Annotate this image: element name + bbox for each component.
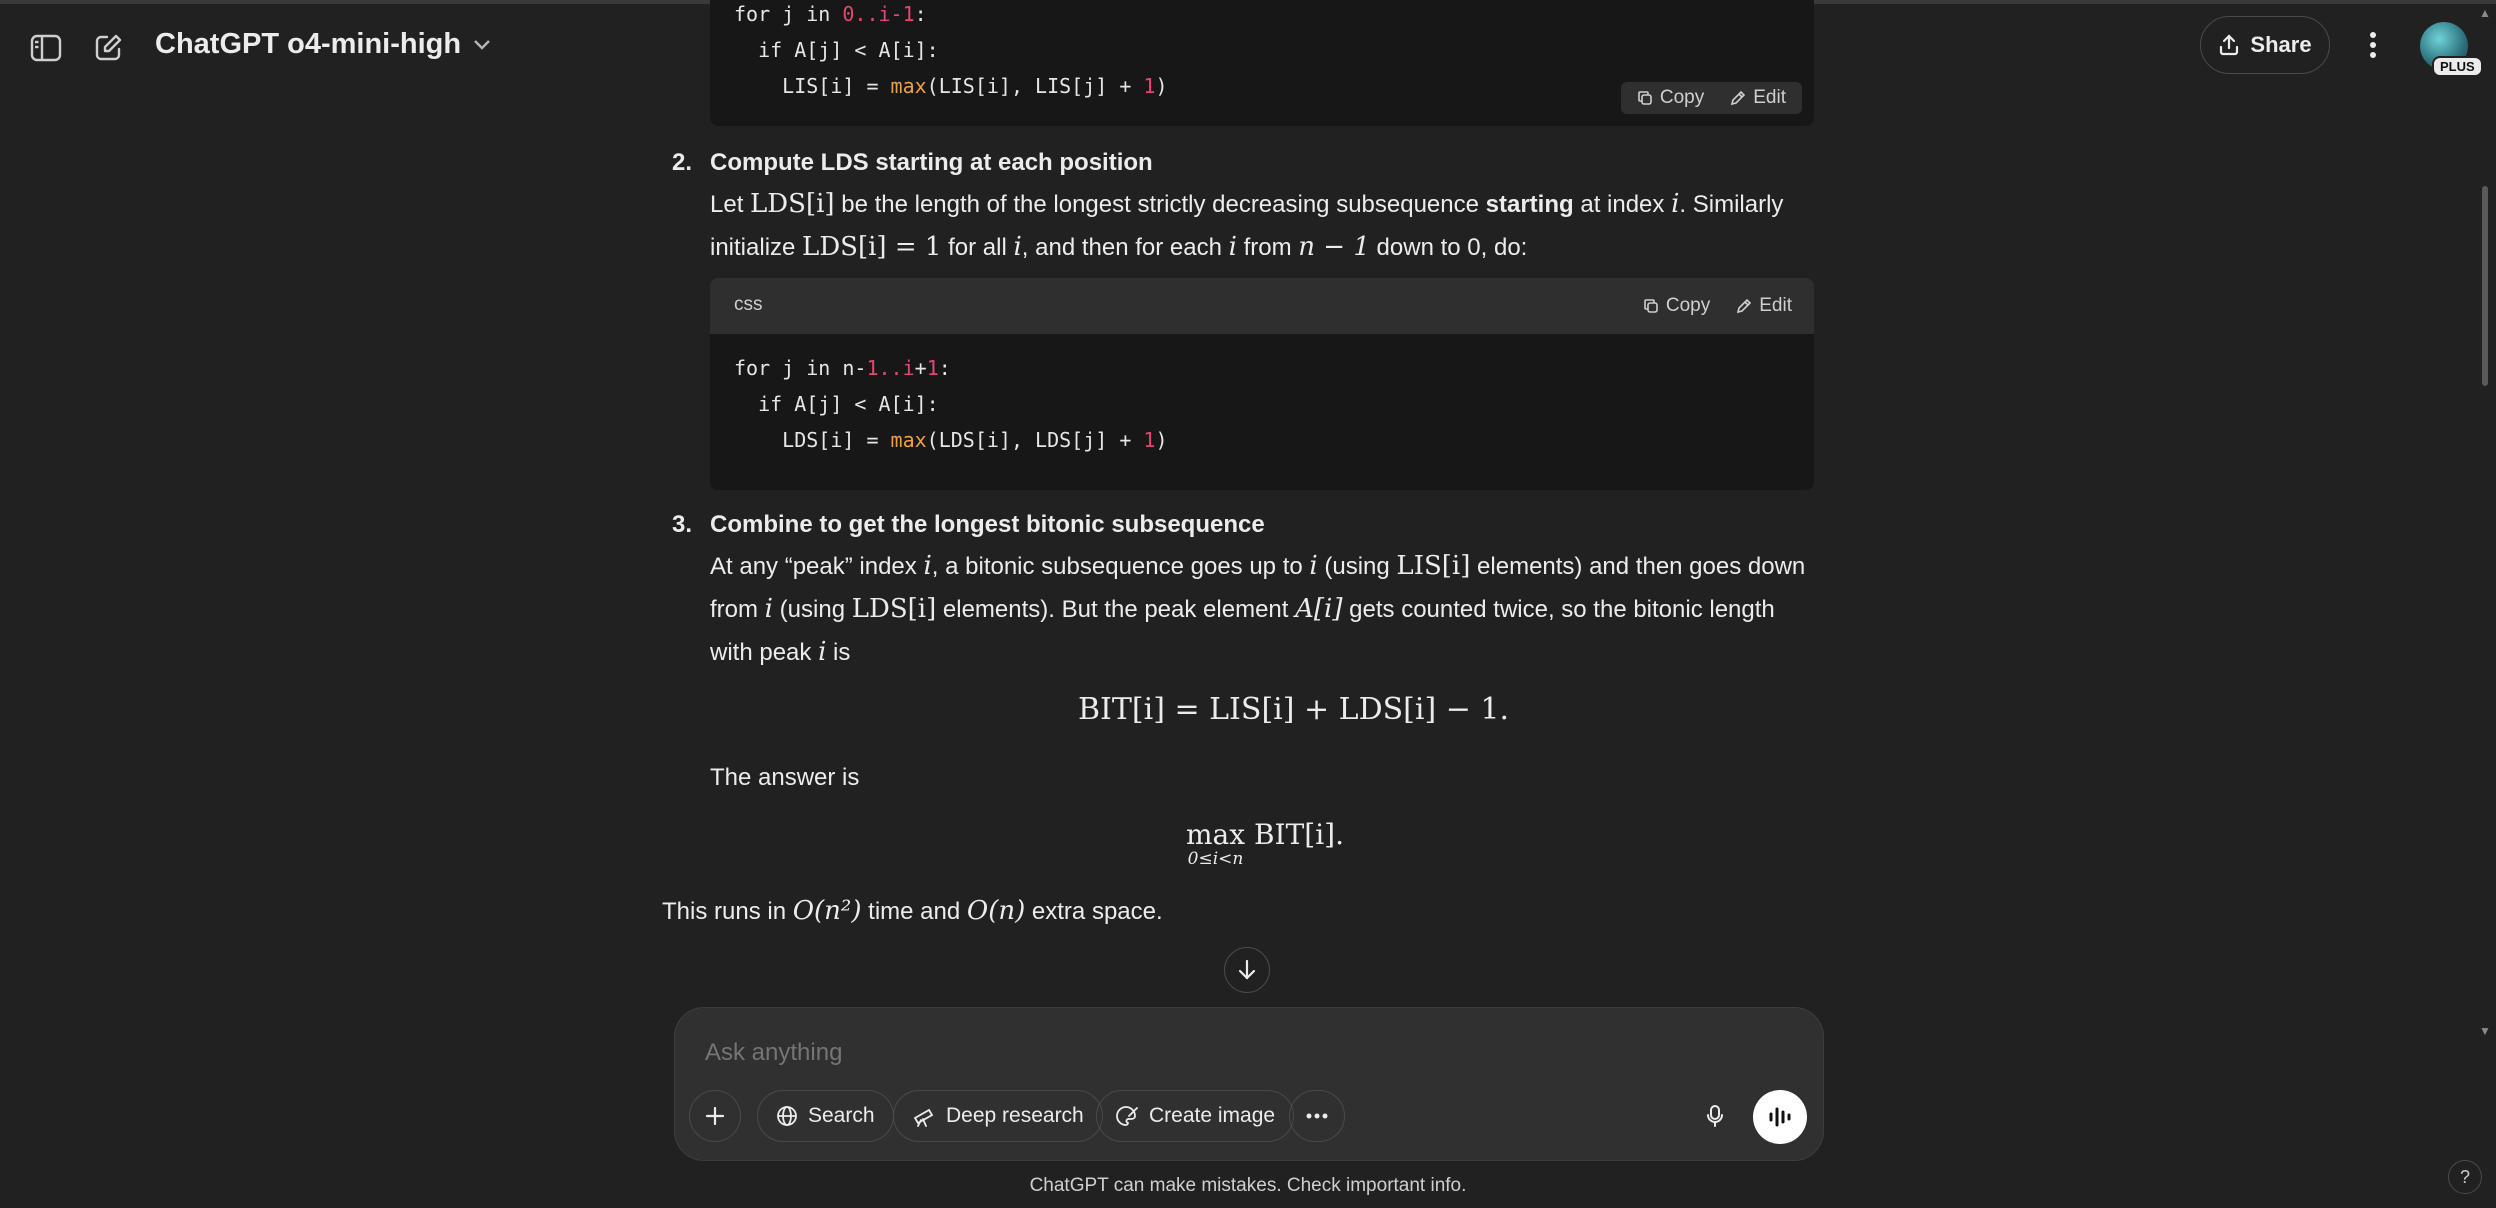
telescope-icon	[912, 1105, 936, 1127]
code-line: for j in n-1..i+1:	[734, 356, 951, 380]
scroll-to-bottom-button[interactable]	[1224, 947, 1270, 993]
chevron-down-icon	[473, 39, 491, 51]
copy-icon	[1643, 298, 1659, 314]
prompt-input[interactable]	[703, 1038, 1787, 1068]
plus-icon	[704, 1105, 726, 1127]
plus-badge: PLUS	[2432, 56, 2483, 77]
copy-code-button[interactable]: Copy	[1633, 290, 1720, 322]
copy-code-button[interactable]: Copy	[1627, 82, 1714, 114]
step-title: Compute LDS starting at each position	[710, 149, 1153, 176]
code-header	[710, 278, 1814, 334]
code-line: for j in 0..i-1:	[734, 2, 927, 26]
horizontal-dots-icon	[1306, 1113, 1328, 1119]
voice-waveform-icon	[1767, 1105, 1793, 1129]
share-button[interactable]	[2200, 16, 2330, 74]
edit-code-button[interactable]: Edit	[1720, 82, 1796, 114]
code-line: if A[j] < A[i]:	[734, 392, 939, 416]
vertical-dots-icon	[2369, 31, 2377, 59]
model-selector[interactable]	[155, 28, 491, 61]
toggle-sidebar-button[interactable]	[24, 26, 68, 70]
step-title: Combine to get the longest bitonic subsequence	[710, 511, 1265, 538]
sidebar-icon	[30, 34, 62, 62]
help-button[interactable]: ?	[2448, 1160, 2482, 1194]
step-number: 2.	[672, 149, 693, 176]
globe-icon	[776, 1105, 798, 1127]
disclaimer-text: ChatGPT can make mistakes. Check important info.	[1029, 1175, 1467, 1196]
copy-icon	[1637, 90, 1653, 106]
voice-mode-button[interactable]	[1753, 1090, 1807, 1144]
code-actions	[1621, 82, 1802, 114]
search-button[interactable]: Search	[757, 1090, 894, 1142]
arrow-down-icon	[1237, 959, 1257, 981]
step-paragraph: At any “peak” index i, a bitonic subsequence goes up to i (using LIS[i] elements) and then goes down from i (using LDS[i] elements). But the peak element A[i] gets counted twice, so the bitonic length with peak i is	[710, 551, 1806, 667]
page-scrollbar-thumb[interactable]	[2482, 186, 2488, 386]
code-actions	[1633, 290, 1802, 322]
code-line: if A[j] < A[i]:	[734, 38, 939, 62]
max-formula: max 0≤i<n BIT[i].	[1186, 818, 1344, 869]
dictate-button[interactable]	[1690, 1091, 1740, 1141]
pencil-icon	[1736, 298, 1752, 314]
model-title-text: ChatGPT o4-mini-high	[155, 28, 462, 60]
microphone-icon	[1706, 1104, 1724, 1128]
palette-brush-icon	[1115, 1105, 1139, 1127]
scroll-up-icon[interactable]: ▲	[2479, 6, 2491, 20]
create-image-button[interactable]: Create image	[1096, 1090, 1294, 1142]
scroll-down-icon[interactable]: ▼	[2479, 1024, 2491, 1038]
edit-code-button[interactable]: Edit	[1726, 290, 1802, 322]
code-line: LDS[i] = max(LDS[i], LDS[j] + 1)	[734, 428, 1168, 452]
answer-text: The answer is	[710, 764, 860, 791]
more-options-button[interactable]	[2350, 22, 2396, 68]
attach-button[interactable]	[689, 1090, 741, 1142]
new-chat-button[interactable]	[86, 26, 130, 70]
code-language-label: css	[734, 294, 763, 315]
share-upload-icon	[2218, 33, 2240, 57]
step-number: 3.	[672, 511, 693, 538]
bitonic-formula: BIT[i] = LIS[i] + LDS[i] − 1.	[1078, 692, 1510, 727]
pencil-icon	[1730, 90, 1746, 106]
edit-pencil-icon	[93, 33, 123, 63]
share-label: Share	[2250, 32, 2312, 57]
code-block-lds	[710, 278, 1814, 490]
code-body	[710, 334, 1814, 486]
more-tools-button[interactable]	[1289, 1090, 1345, 1142]
code-line: LIS[i] = max(LIS[i], LIS[j] + 1)	[734, 74, 1168, 98]
complexity-summary: This runs in O(n²) time and O(n) extra space.	[662, 896, 1163, 926]
code-block-lis	[710, 0, 1814, 126]
deep-research-button[interactable]: Deep research	[893, 1090, 1103, 1142]
step-paragraph: Let LDS[i] be the length of the longest strictly decreasing subsequence starting at index i. Similarly initialize LDS[i] = 1 for all i, and then for each i from n − 1 down to 0, do:	[710, 189, 1784, 262]
message-composer	[674, 1007, 1824, 1161]
